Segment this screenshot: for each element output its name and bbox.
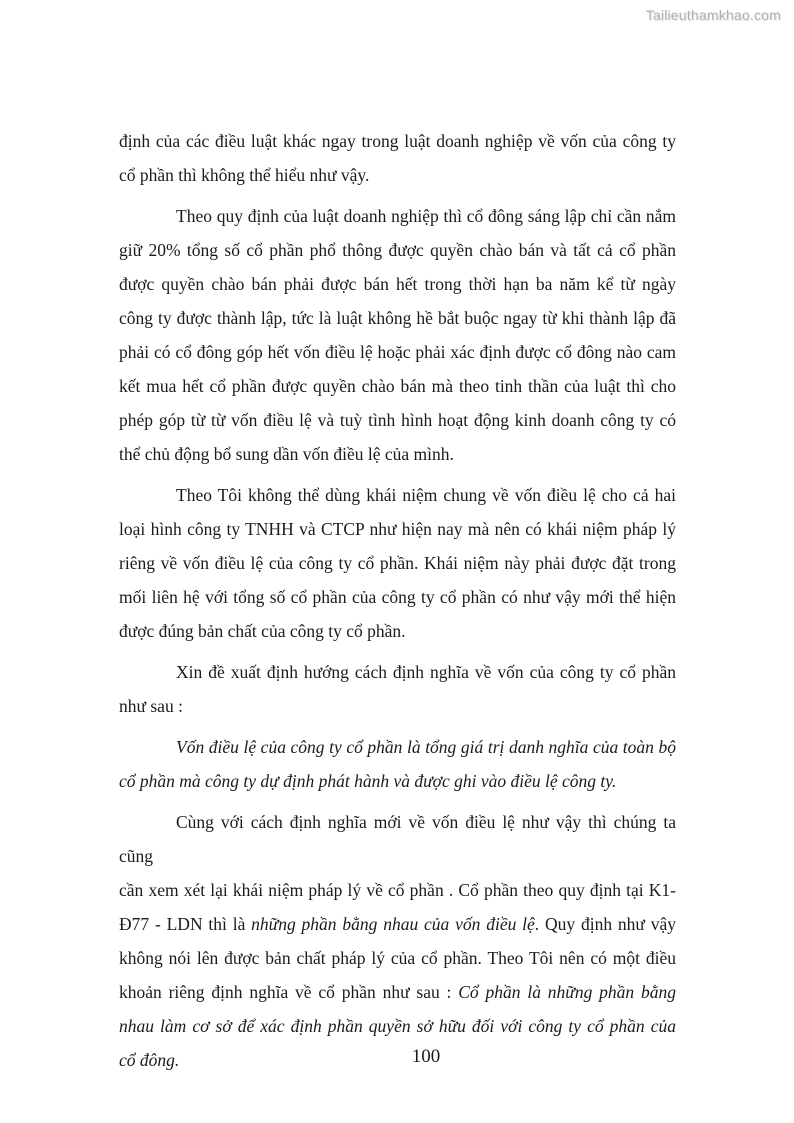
text-line [119,301,676,335]
text-run: không nói lên được bản chất pháp lý của cổ phần. Theo Tôi nên có một điều [119,948,676,968]
text-run: . Quy định như vậy [534,914,676,934]
text-run: giữ 20% tổng số cổ phần phổ thông được quyền chào bán và tất cả cổ phần [119,240,676,260]
text-line [119,369,676,403]
text-run: công ty được thành lập, tức là luật không hề bắt buộc ngay từ khi thành lập đã [119,308,676,328]
text-line [119,267,676,301]
text-line [119,689,676,723]
paragraph [119,478,676,648]
text-line [119,158,676,192]
text-line [119,730,676,764]
text-line [119,546,676,580]
text-line [119,975,676,1009]
text-line [119,403,676,437]
text-line [119,873,676,907]
text-run: Cổ phần là những phần bằng [458,982,676,1002]
paragraph [119,199,676,471]
text-line [119,614,676,648]
document-text [119,124,676,1077]
text-run: Vốn điều lệ của công ty cổ phần là tổng giá trị danh nghĩa của toàn bộ [176,737,676,757]
text-line [119,478,676,512]
paragraph [119,730,676,798]
paragraph [119,805,676,1077]
text-run: cổ phần mà công ty dự định phát hành và được ghi vào điều lệ công ty. [119,771,617,791]
text-run: kết mua hết cổ phần được quyền chào bán mà theo tinh thần của luật thì cho [119,376,676,396]
text-line [119,233,676,267]
text-line [119,335,676,369]
text-line [119,512,676,546]
text-line [119,580,676,614]
text-line [119,437,676,471]
text-run: Theo Tôi không thể dùng khái niệm chung về vốn điều lệ cho cả hai [176,485,676,505]
text-run: được đúng bản chất của công ty cổ phần. [119,621,406,641]
text-run: khoản riêng định nghĩa về cổ phần như sau : [119,982,459,1002]
text-run: loại hình công ty TNHH và CTCP như hiện nay mà nên có khái niệm pháp lý [119,519,676,539]
text-run: cần xem xét lại khái niệm pháp lý về cổ phần . Cổ phần theo quy định tại K1- [119,880,676,900]
text-line [119,124,676,158]
text-line [119,805,676,873]
text-run: định của các điều luật khác ngay trong luật doanh nghiệp về vốn của công ty [119,131,676,151]
text-run: Theo quy định của luật doanh nghiệp thì cổ đông sáng lập chỉ cần nắm [176,206,676,226]
text-run: phép góp từ từ vốn điều lệ và tuỳ tình hình hoạt động kinh doanh công ty có [119,410,676,430]
watermark: Tailieuthamkhao.com [645,7,781,23]
text-line [119,655,676,689]
text-line [119,764,676,798]
text-run: Đ77 - LDN thì là [119,914,252,934]
text-run: thể chủ động bổ sung dần vốn điều lệ của mình. [119,444,454,464]
text-run: những phần bằng nhau của vốn điều lệ [251,914,535,934]
text-line [119,1009,676,1043]
text-run: mối liên hệ với tổng số cổ phần của công ty cổ phần có như vậy mới thể hiện [119,587,676,607]
paragraph [119,124,676,192]
text-run: Cùng với cách định nghĩa mới về vốn điều lệ như vậy thì chúng ta cũng [119,812,676,866]
text-run: được quyền chào bán phải được bán hết trong thời hạn ba năm kể từ ngày [119,274,676,294]
text-line [119,907,676,941]
paragraph [119,655,676,723]
text-run: nhau làm cơ sở để xác định phần quyền sở hữu đối với công ty cổ phần của [119,1016,676,1036]
text-run: riêng về vốn điều lệ của công ty cổ phần. Khái niệm này phải được đặt trong [119,553,676,573]
text-run: Xin đề xuất định hướng cách định nghĩa về vốn của công ty cổ phần [176,662,676,682]
text-run: cổ phần thì không thể hiểu như vậy. [119,165,370,185]
text-line [119,199,676,233]
text-run: như sau : [119,696,183,716]
text-run: phải có cổ đông góp hết vốn điều lệ hoặc phải xác định được cổ đông nào cam [119,342,676,362]
text-line [119,941,676,975]
page-number: 100 [411,1046,441,1067]
text-run: cổ đông. [119,1050,180,1070]
